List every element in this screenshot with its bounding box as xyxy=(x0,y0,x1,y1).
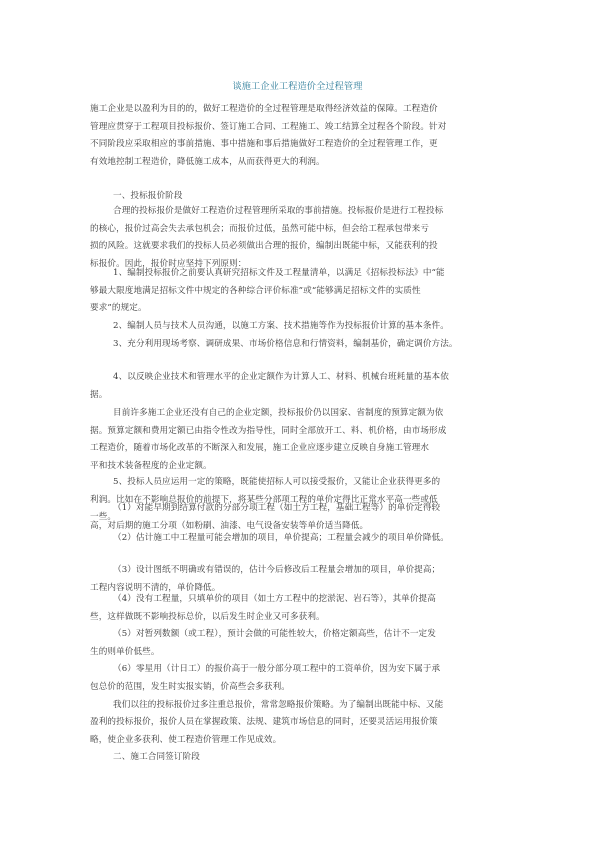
text-line: 够最大限度地满足招标文件中规定的各种综合评价标准”或“能够满足招标文件的实质性 xyxy=(90,285,421,296)
text-line: 据。预算定额和费用定额已由指令性改为指导性，同时全部放开工、料、机价格，由市场形成 xyxy=(90,425,447,436)
text-line: 4、以反映企业技术和管理水平的企业定额作为计算人工、材料、机械台班耗量的基本依 xyxy=(113,372,449,382)
text-line: 生的则单价低些。 xyxy=(90,646,160,657)
text-line: 合理的投标报价是做好工程造价过程管理所采取的事前措施。投标报价是进行工程投标 xyxy=(113,206,444,216)
text-line: 略，使企业多获利、使工程造价管理工作见成效。 xyxy=(90,734,282,745)
bidding-paragraph xyxy=(90,203,443,273)
text-line: （4）没有工程量，只填单价的项目（如土方工程中的挖淤泥、岩石等），其单价提高 xyxy=(113,594,436,604)
quota-paragraph xyxy=(90,405,446,475)
document-title: 谈施工企业工程造价全过程管理 xyxy=(232,81,363,92)
text-line: 些，这样做既不影响投标总价，以后发生时企业又可多获利。 xyxy=(90,611,325,622)
text-line: 标报价。因此，报价时应坚持下列原则： xyxy=(90,258,247,269)
text-line: 施工企业是以盈利为目的的，做好工程造价的全过程管理是取得经济效益的保障。工程造价 xyxy=(90,104,438,114)
text-line: 2、编制人员与技术人员沟通，以施工方案、技术措施等作为投标报价计算的基本条件。 xyxy=(113,321,449,331)
strategy-item-2 xyxy=(90,530,449,548)
text-line: 据。 xyxy=(90,389,108,400)
text-line: 损的风险。这就要求我们的投标人员必须做出合理的报价，编制出既能中标，又能获利的投 xyxy=(90,241,438,252)
intro-paragraph xyxy=(90,101,446,171)
text-line: 要求”的规定。 xyxy=(90,303,147,314)
principle-item-1 xyxy=(90,265,445,318)
text-line: 盈利的投标报价，报价人员在掌握政策、法规、建筑市场信息的同时，还要灵活运用报价策 xyxy=(90,717,438,728)
text-line: 工程造价，随着市场化改革的不断深入和发展，施工企业应逐步建立反映自身施工管理水 xyxy=(90,443,430,454)
text-line: 一些。 xyxy=(90,512,117,523)
text-line: 的核心，报价过高会失去承包机会；而报价过低，虽然可能中标，但会给工程承包带来亏 xyxy=(90,223,430,234)
section-heading-contract: 二、施工合同签订阶段 xyxy=(113,752,200,762)
text-line: （2）估计施工中工程量可能会增加的项目，单价提高；工程量会减少的项目单价降低。 xyxy=(113,533,449,543)
text-line: （5）对暂列数额（或工程），预计会做的可能性较大，价格定额高些，估计不一定发 xyxy=(113,629,436,640)
section-heading-bidding: 一、投标报价阶段 xyxy=(113,191,183,201)
text-line: 管理应贯穿于工程项目投标报价、签订施工合同、工程施工、竣工结算全过程各个阶段。针对 xyxy=(90,121,447,132)
principle-item-4 xyxy=(90,369,449,404)
text-line: 高，对后期的施工分项（如粉刷、油漆、电气设备安装等单价适当降低。 xyxy=(90,520,369,531)
principle-items-2-3 xyxy=(90,318,458,353)
text-line: 我们以往的投标报价过多注重总报价，常常忽略报价策略。为了编制出既能中标、又能 xyxy=(113,699,444,710)
text-line: 利润。比如在不影响总报价的前提下，将某些分部项工程的单价定得比正常水平高一些或低 xyxy=(90,494,438,505)
text-line: 有效地控制工程造价，降低施工成本，从而获得更大的利润。 xyxy=(90,156,325,167)
strategy-items-4-6-and-summary xyxy=(90,591,443,749)
text-line: （6）零星用（计日工）的报价高于一般分部分项工程中的工资单价，因为安下属于承 xyxy=(113,664,441,675)
text-line: 工程内容说明不清的，单价降低。 xyxy=(90,582,221,593)
text-line: 目前许多施工企业还没有自己的企业定额，投标报价仍以国家、省制度的预算定额为依 xyxy=(113,408,444,418)
text-line: （3）设计图纸不明确或有错误的，估计今后修改后工程量会增加的项目，单价提高； xyxy=(113,565,441,575)
text-line: （1）对能早期到结算付款的分部分项工程（如土方工程，基础工程等）的单价定得较 xyxy=(113,503,441,513)
text-line: 不同阶段应采取相应的事前措施、事中措施和事后措施做好工程造价的全过程管理工作，更 xyxy=(90,139,438,150)
text-line: 1、编制投标报价之前要认真研究招标文件及工程量清单，以满足《招标投标法》中“能 xyxy=(113,268,445,278)
text-line: 5、投标人员应运用一定的策略，既能使招标人可以接受报价，又能让企业获得更多的 xyxy=(113,477,441,487)
text-line: 3、充分利用现场考察、调研成果、市场价格信息和行情资料，编制基价，确定调价方法。 xyxy=(113,338,458,349)
text-line: 包总价的范围，发生时实报实销，价高些会多获利。 xyxy=(90,681,290,692)
text-line: 平和技术装备程度的企业定额。 xyxy=(90,460,212,471)
